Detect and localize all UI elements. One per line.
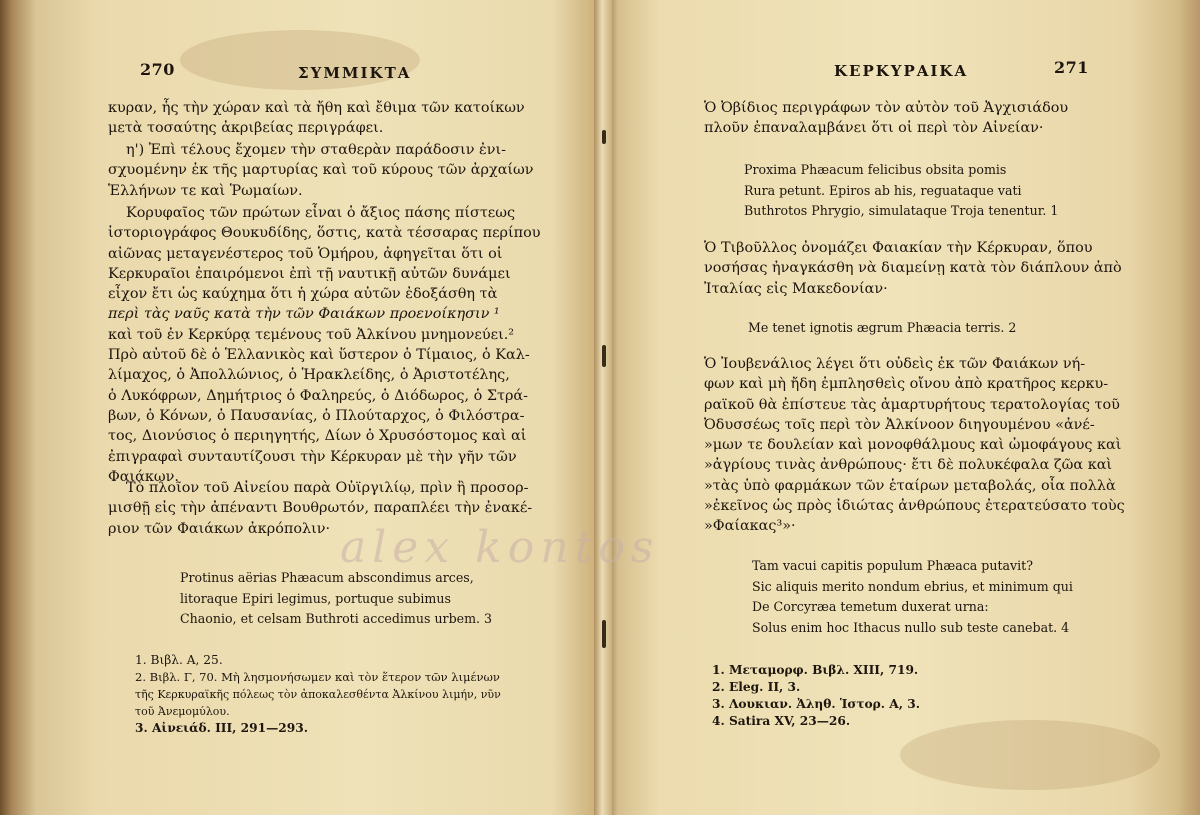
footnote: τοῦ Ἀνεμομύλου.	[135, 705, 230, 718]
verse-line: De Corcyræa temetum duxerat urna:	[752, 599, 989, 614]
latin-verse	[748, 318, 1016, 339]
text-line: περὶ τὰς ναῦς κατὰ τὴν τῶν Φαιάκων προενοίκησιν ¹	[108, 306, 500, 323]
binding-stitch	[602, 345, 606, 367]
running-head: ΚΕΡΚΥΡΑΙΚΑ	[834, 62, 969, 80]
text-line: Ὁ Ἰουβενάλιος λέγει ὅτι οὐδεὶς ἐκ τῶν Φαιάκων νή-	[704, 356, 1086, 372]
footnote: 4. Satira XV, 23—26.	[712, 714, 851, 728]
text-line: καὶ τοῦ ἐν Κερκύρᾳ τεμένους τοῦ Ἀλκίνου μνημονεύει.²	[108, 326, 515, 343]
text-line: »ἐκεῖνος ὡς πρὸς ἰδιώτας ἀνθρώπους ἐτερατεύσατο τοὺς	[704, 498, 1125, 515]
text-line: λίμαχος, ὁ Ἀπολλώνιος, ὁ Ἡρακλείδης, ὁ Ἀριστοτέλης,	[108, 367, 510, 384]
text-line: »τὰς ὑπὸ φαρμάκων τῶν ἑταίρων μεταβολάς, οἷα πολλὰ	[704, 477, 1116, 494]
verse-line: Buthrotos Phrygio, simulataque Troja tenentur. 1	[744, 203, 1059, 218]
text-line: ριον τῶν Φαιάκων ἀκρόπολιν·	[108, 520, 331, 537]
verse-line: Chaonio, et celsam Buthroti accedimus urbem. 3	[180, 611, 493, 626]
footnote: 1. Μεταμορφ. Βιβλ. XIII, 719.	[712, 663, 919, 677]
text-line: »ἀγρίους τινὰς ἀνθρώπους· ἔτι δὲ πολυκέφαλα ζῶα καὶ	[704, 457, 1113, 474]
latin-verse	[744, 160, 1058, 222]
page-number: 271	[1054, 58, 1089, 77]
paragraph	[704, 238, 1174, 299]
left-page	[20, 0, 585, 815]
text-line: σχυομένην ἐκ τῆς μαρτυρίας καὶ τοῦ κύρους τῶν ἀρχαίων	[108, 162, 534, 179]
text-line: »Φαίακας³»·	[704, 518, 796, 535]
verse-line: Me tenet ignotis ægrum Phæacia terris. 2	[748, 320, 1017, 335]
paragraph	[704, 354, 1174, 537]
verse-line: Proxima Phæacum felicibus obsita pomis	[744, 162, 1007, 177]
footnote: 1. Βιβλ. Α, 25.	[135, 653, 223, 667]
text-line: ραϊκοῦ θὰ ἐπίστευε τὰς ἀμαρτυρήτους τερατολογίας τοῦ	[704, 396, 1120, 413]
text-line: Φαιάκων.	[108, 468, 179, 485]
paragraph	[108, 98, 578, 139]
text-line: φων καὶ μὴ ἤδη ἐμπλησθεὶς οἴνου ἀπὸ κρατῆρος κερκυ-	[704, 376, 1109, 393]
text-line: μετὰ τοσαύτης ἀκριβείας περιγράφει.	[108, 120, 384, 137]
text-line: Ὁ Τιβοῦλλος ὀνομάζει Φαιακίαν τὴν Κέρκυραν, ὅπου	[704, 240, 1093, 256]
footnote: τῆς Κερκυραϊκῆς πόλεως τὸν ἀποκαλεσθέντα Ἀλκίνου λιμήν, νῦν	[135, 688, 501, 701]
verse-line: Solus enim hoc Ithacus nullo sub teste canebat. 4	[752, 619, 1070, 635]
text-line: Ἑλλήνων τε καὶ Ῥωμαίων.	[108, 182, 303, 199]
footnote: 2. Βιβλ. Γ, 70. Μὴ λησμονήσωμεν καὶ τὸν ἕτερον τῶν λιμένων	[135, 670, 500, 684]
book-gutter	[594, 0, 612, 815]
paragraph	[704, 98, 1174, 139]
verse-line: Sic aliquis merito nondum ebrius, et minimum qui	[752, 578, 1073, 594]
text-line: πλοῦν ἐπαναλαμβάνει ὅτι οἱ περὶ τὸν Αἰνείαν·	[704, 120, 1044, 137]
text-line: μισθῇ εἰς τὴν ἀπέναντι Βουθρωτόν, παραπλέει τὴν ἐνακέ-	[108, 500, 533, 517]
verse-line: Tam vacui capitis populum Phæaca putavit?	[752, 558, 1033, 573]
text-line: Ὁ Ὀβίδιος περιγράφων τὸν αὐτὸν τοῦ Ἀγχισιάδου	[704, 100, 1069, 116]
footnote: 2. Eleg. II, 3.	[712, 680, 801, 694]
latin-verse	[752, 556, 1073, 638]
text-line: Κορυφαῖος τῶν πρώτων εἶναι ὁ ἄξιος πάσης πίστεως	[126, 205, 516, 221]
footnote: 3. Αἰνειάδ. III, 291—293.	[135, 721, 308, 735]
text-line: τος, Διονύσιος ὁ περιηγητής, Δίων ὁ Χρυσόστομος καὶ αἱ	[108, 428, 527, 445]
paragraph	[108, 140, 578, 201]
verse-line: litoraque Epiri legimus, portuque subimus	[180, 590, 451, 606]
text-line: Τὸ πλοῖον τοῦ Αἰνείου παρὰ Οὐϊργιλίῳ, πρὶν ἢ προσορ-	[126, 480, 529, 496]
text-line: Πρὸ αὐτοῦ δὲ ὁ Ἑλλανικὸς καὶ ὕστερον ὁ Τίμαιος, ὁ Καλ-	[108, 347, 530, 364]
binding-stitch	[602, 130, 606, 144]
text-line: εἶχον ἔτι ὡς καύχημα ὅτι ἡ χώρα αὐτῶν ἐδοξάσθη τὰ	[108, 286, 498, 303]
text-line: νοσήσας ἠναγκάσθη νὰ διαμείνῃ κατὰ τὸν διάπλουν ἀπὸ	[704, 260, 1122, 277]
watermark: alex kontos	[340, 522, 660, 573]
latin-verse	[180, 568, 492, 630]
binding-stitch	[602, 620, 606, 648]
text-line: βων, ὁ Κόνων, ὁ Παυσανίας, ὁ Πλούταρχος, ὁ Φιλόστρα-	[108, 407, 525, 424]
page-number: 270	[140, 60, 175, 79]
text-line: Κερκυραῖοι ἐπαιρόμενοι ἐπὶ τῇ ναυτικῇ αὐτῶν δυνάμει	[108, 265, 511, 282]
footnote: 3. Λουκιαν. Ἀληθ. Ἱστορ. Α, 3.	[712, 697, 920, 711]
text-line: ἱστοριογράφος Θουκυδίδης, ὅστις, κατὰ τέσσαρας περίπου	[108, 225, 541, 242]
text-line: αἰῶνας μεταγενέστερος τοῦ Ὁμήρου, ἀφηγεῖται ὅτι οἱ	[108, 245, 503, 262]
verse-line: Protinus aërias Phæacum abscondimus arces,	[180, 570, 474, 585]
text-line: ὁ Λυκόφρων, Δημήτριος ὁ Φαληρεύς, ὁ Διόδωρος, ὁ Στρά-	[108, 387, 529, 404]
text-line: ἐπιγραφαὶ συνταυτίζουσι τὴν Κέρκυραν μὲ τὴν γῆν τῶν	[108, 448, 517, 465]
text-line: Ὀδυσσέως τοῖς περὶ τὸν Ἀλκίνοον διηγουμένου «ἀνέ-	[704, 416, 1095, 433]
text-line: »μων τε δουλείαν καὶ μονοφθάλμους καὶ ὠμοφάγους καὶ	[704, 437, 1122, 454]
right-page	[612, 0, 1187, 815]
footnotes	[135, 652, 501, 737]
text-line: η') Ἐπὶ τέλους ἔχομεν τὴν σταθερὰν παράδοσιν ἐνι-	[126, 142, 507, 158]
running-head: ΣΥΜΜΙΚΤΑ	[298, 64, 412, 82]
text-line: Ἰταλίας εἰς Μακεδονίαν·	[704, 280, 888, 297]
footnotes	[712, 662, 920, 730]
verse-line: Rura petunt. Epiros ab his, reguataque vati	[744, 182, 1022, 198]
text-line: κυραν, ἧς τὴν χώραν καὶ τὰ ἤθη καὶ ἔθιμα τῶν κατοίκων	[108, 100, 525, 116]
paragraph	[108, 203, 578, 487]
